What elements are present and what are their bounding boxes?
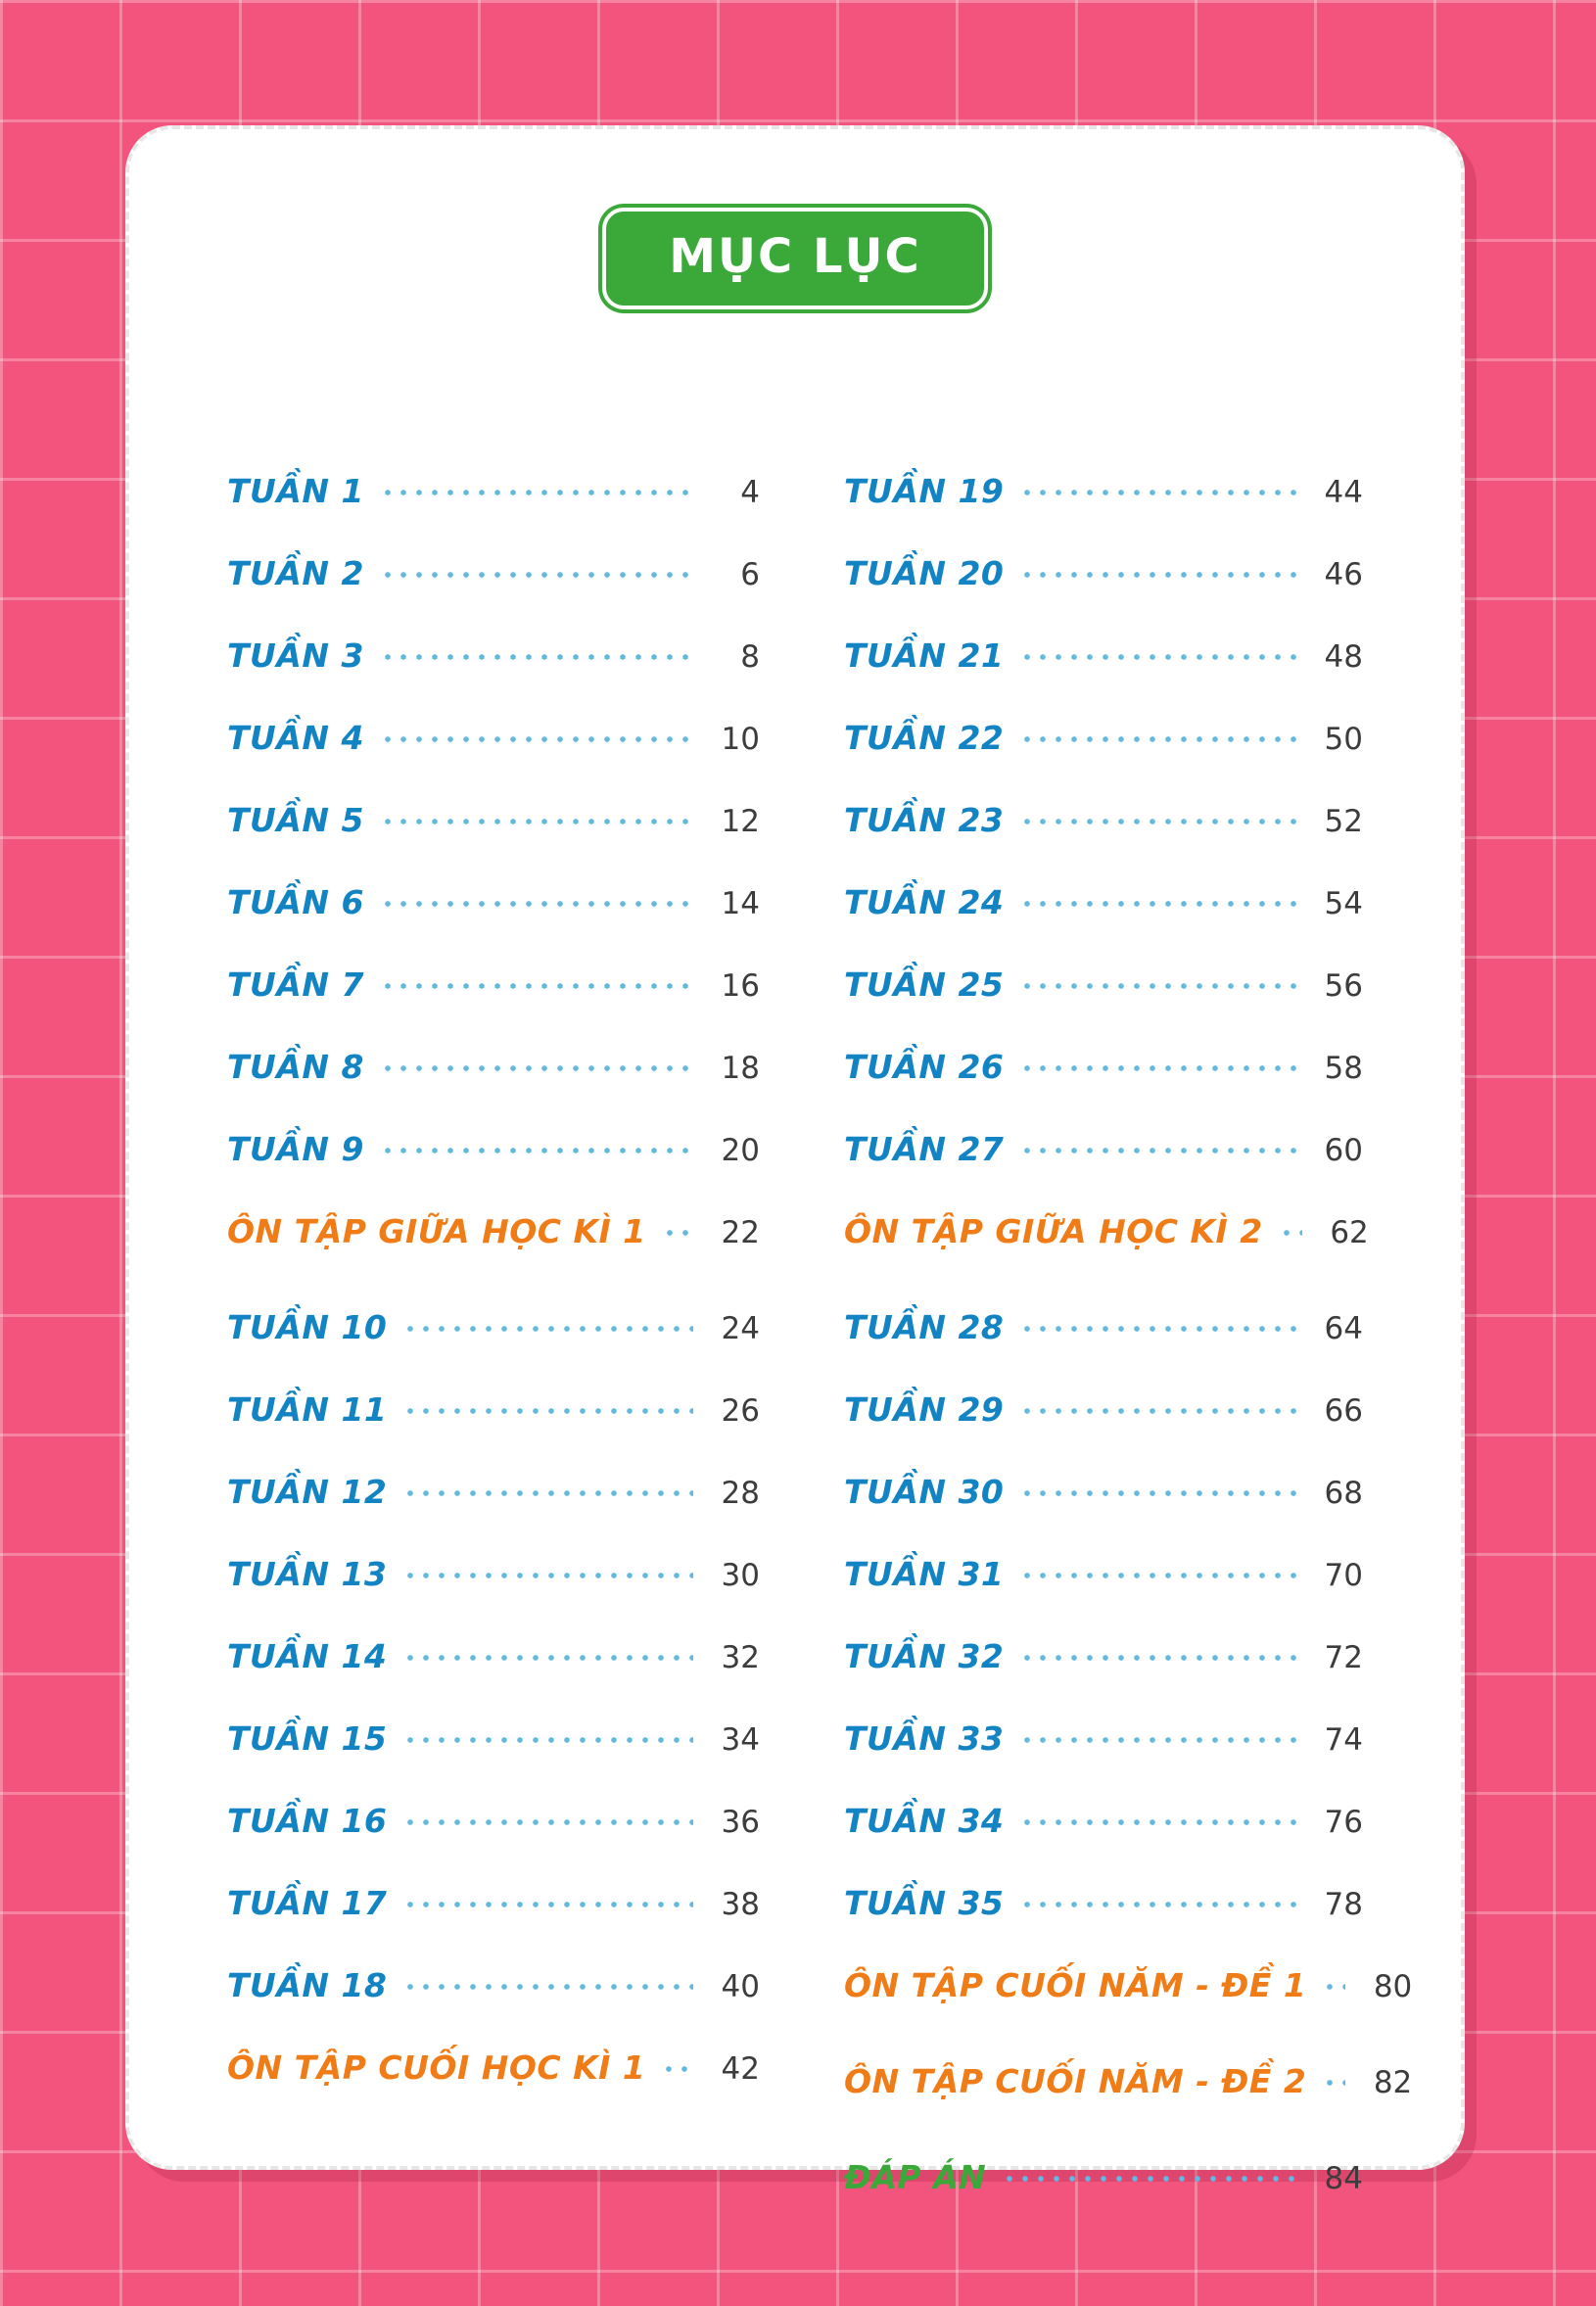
toc-leader-dots bbox=[1279, 1229, 1302, 1237]
toc-leader-dots bbox=[662, 1229, 693, 1237]
toc-entry[interactable] bbox=[844, 1473, 1363, 1555]
toc-entry[interactable] bbox=[844, 801, 1363, 883]
toc-entry[interactable] bbox=[227, 1966, 760, 2048]
toc-leader-dots bbox=[1019, 489, 1296, 496]
toc-leader-dots bbox=[1322, 2079, 1345, 2087]
toc-entry-label: ÔN TẬP GIỮA HỌC KÌ 1 bbox=[227, 1212, 646, 1250]
toc-leader-dots bbox=[1019, 571, 1296, 579]
toc-entry[interactable] bbox=[844, 1130, 1363, 1212]
toc-entry-page-number: 56 bbox=[1324, 968, 1363, 1004]
toc-leader-dots bbox=[402, 1901, 693, 1908]
toc-entry[interactable] bbox=[844, 2158, 1363, 2240]
toc-entry-page-number: 14 bbox=[721, 886, 760, 921]
toc-entry-label: TUẦN 11 bbox=[227, 1390, 388, 1429]
toc-leader-dots bbox=[380, 818, 693, 825]
toc-entry-page-number: 64 bbox=[1324, 1311, 1363, 1346]
toc-leader-dots bbox=[1019, 1572, 1296, 1579]
toc-entry-page-number: 50 bbox=[1324, 722, 1363, 757]
toc-entry[interactable] bbox=[227, 636, 760, 719]
toc-entry-page-number: 46 bbox=[1324, 557, 1363, 592]
toc-entry[interactable] bbox=[844, 1966, 1413, 2048]
toc-entry[interactable] bbox=[227, 1130, 760, 1212]
toc-leader-dots bbox=[1019, 1407, 1296, 1415]
toc-entry[interactable] bbox=[227, 554, 760, 636]
toc-entry-page-number: 66 bbox=[1324, 1393, 1363, 1429]
toc-leader-dots bbox=[1019, 1147, 1296, 1154]
toc-entry-label: TUẦN 20 bbox=[844, 554, 1005, 592]
toc-entry-page-number: 58 bbox=[1324, 1051, 1363, 1086]
toc-entry[interactable] bbox=[227, 719, 760, 801]
toc-entry-page-number: 80 bbox=[1373, 1969, 1413, 2004]
toc-entry-label: TUẦN 19 bbox=[844, 472, 1005, 510]
toc-entry-label: ÔN TẬP CUỐI HỌC KÌ 1 bbox=[227, 2048, 646, 2087]
toc-entry-page-number: 54 bbox=[1324, 886, 1363, 921]
toc-entry[interactable] bbox=[844, 1212, 1369, 1294]
toc-entry[interactable] bbox=[844, 1802, 1363, 1884]
toc-leader-dots bbox=[380, 982, 693, 990]
toc-leader-dots bbox=[1019, 1064, 1296, 1072]
toc-entry-label: TUẦN 14 bbox=[227, 1637, 388, 1675]
toc-entry-page-number: 60 bbox=[1324, 1133, 1363, 1168]
toc-leader-dots bbox=[402, 1983, 693, 1991]
toc-leader-dots bbox=[380, 1064, 693, 1072]
toc-entry-page-number: 40 bbox=[721, 1969, 760, 2004]
toc-entry-label: TUẦN 26 bbox=[844, 1048, 1005, 1086]
toc-entry-page-number: 30 bbox=[721, 1558, 760, 1593]
toc-entry[interactable] bbox=[227, 1212, 760, 1294]
toc-entry-page-number: 20 bbox=[721, 1133, 760, 1168]
toc-entry-page-number: 36 bbox=[721, 1805, 760, 1840]
toc-entry-label: TUẦN 9 bbox=[227, 1130, 364, 1168]
toc-entry-label: TUẦN 5 bbox=[227, 801, 364, 839]
toc-entry-label: TUẦN 23 bbox=[844, 801, 1005, 839]
toc-entry-label: ÔN TẬP GIỮA HỌC KÌ 2 bbox=[844, 1212, 1263, 1250]
toc-entry[interactable] bbox=[227, 883, 760, 965]
toc-entry-label: TUẦN 2 bbox=[227, 554, 364, 592]
toc-leader-dots bbox=[1019, 1901, 1296, 1908]
toc-leader-dots bbox=[402, 1489, 693, 1497]
toc-entry[interactable] bbox=[844, 1308, 1363, 1390]
toc-leader-dots bbox=[1019, 900, 1296, 908]
toc-entry-label: TUẦN 12 bbox=[227, 1473, 388, 1511]
toc-entry-label: TUẦN 32 bbox=[844, 1637, 1005, 1675]
toc-entry[interactable] bbox=[227, 1390, 760, 1473]
toc-entry[interactable] bbox=[844, 636, 1363, 719]
toc-entry-page-number: 34 bbox=[721, 1722, 760, 1758]
toc-entry-page-number: 84 bbox=[1324, 2161, 1363, 2196]
toc-entry[interactable] bbox=[227, 1473, 760, 1555]
toc-entry[interactable] bbox=[227, 1555, 760, 1637]
toc-columns bbox=[129, 472, 1461, 2240]
toc-entry[interactable] bbox=[227, 801, 760, 883]
toc-leader-dots bbox=[661, 2065, 693, 2073]
toc-entry-label: TUẦN 35 bbox=[844, 1884, 1005, 1922]
toc-entry-label: ÔN TẬP CUỐI NĂM - ĐỀ 2 bbox=[844, 2062, 1307, 2100]
toc-entry-label: TUẦN 30 bbox=[844, 1473, 1005, 1511]
toc-entry-page-number: 22 bbox=[721, 1215, 760, 1250]
toc-leader-dots bbox=[1002, 2175, 1296, 2183]
toc-entry-page-number: 52 bbox=[1324, 804, 1363, 839]
toc-column-left bbox=[227, 472, 795, 2240]
toc-column-right bbox=[795, 472, 1413, 2240]
toc-leader-dots bbox=[380, 735, 693, 743]
toc-entry[interactable] bbox=[844, 1719, 1363, 1802]
toc-entry-page-number: 62 bbox=[1330, 1215, 1369, 1250]
toc-leader-dots bbox=[1019, 818, 1296, 825]
toc-leader-dots bbox=[1019, 1325, 1296, 1333]
toc-leader-dots bbox=[402, 1818, 693, 1826]
toc-leader-dots bbox=[1019, 735, 1296, 743]
toc-entry-label: TUẦN 10 bbox=[227, 1308, 388, 1346]
toc-entry-label: TUẦN 6 bbox=[227, 883, 364, 921]
toc-entry-page-number: 38 bbox=[721, 1887, 760, 1922]
toc-entry-label: TUẦN 29 bbox=[844, 1390, 1005, 1429]
toc-entry-page-number: 44 bbox=[1324, 475, 1363, 510]
toc-entry[interactable] bbox=[844, 2062, 1413, 2144]
toc-entry-label: TUẦN 25 bbox=[844, 965, 1005, 1004]
toc-leader-dots bbox=[402, 1736, 693, 1744]
toc-entry[interactable] bbox=[844, 1555, 1363, 1637]
toc-leader-dots bbox=[402, 1654, 693, 1662]
toc-entry[interactable] bbox=[227, 1048, 760, 1130]
toc-entry[interactable] bbox=[227, 1802, 760, 1884]
toc-entry-page-number: 12 bbox=[721, 804, 760, 839]
toc-leader-dots bbox=[380, 1147, 693, 1154]
toc-entry-page-number: 78 bbox=[1324, 1887, 1363, 1922]
toc-entry-label: ÔN TẬP CUỐI NĂM - ĐỀ 1 bbox=[844, 1966, 1307, 2004]
toc-entry[interactable] bbox=[844, 554, 1363, 636]
toc-entry[interactable] bbox=[844, 1048, 1363, 1130]
toc-entry[interactable] bbox=[844, 1884, 1363, 1966]
page-title: MỤC LỤC bbox=[602, 208, 987, 309]
toc-entry-label: TUẦN 31 bbox=[844, 1555, 1005, 1593]
toc-entry-label: TUẦN 8 bbox=[227, 1048, 364, 1086]
toc-leader-dots bbox=[380, 900, 693, 908]
toc-leader-dots bbox=[402, 1325, 693, 1333]
toc-entry[interactable] bbox=[227, 1884, 760, 1966]
toc-entry[interactable] bbox=[227, 2048, 760, 2131]
toc-entry-label: TUẦN 18 bbox=[227, 1966, 388, 2004]
toc-entry[interactable] bbox=[844, 719, 1363, 801]
toc-entry-page-number: 10 bbox=[721, 722, 760, 757]
toc-leader-dots bbox=[1019, 1818, 1296, 1826]
toc-entry[interactable] bbox=[844, 883, 1363, 965]
toc-entry[interactable] bbox=[844, 1390, 1363, 1473]
toc-entry-label: TUẦN 3 bbox=[227, 636, 364, 675]
toc-entry-page-number: 28 bbox=[721, 1476, 760, 1511]
toc-entry-page-number: 26 bbox=[721, 1393, 760, 1429]
toc-leader-dots bbox=[380, 653, 693, 661]
toc-entry[interactable] bbox=[844, 1637, 1363, 1719]
toc-entry-label: ĐÁP ÁN bbox=[844, 2158, 987, 2196]
toc-entry-page-number: 72 bbox=[1324, 1640, 1363, 1675]
toc-entry-label: TUẦN 28 bbox=[844, 1308, 1005, 1346]
toc-entry[interactable] bbox=[844, 472, 1363, 554]
toc-entry-page-number: 48 bbox=[1324, 639, 1363, 675]
toc-entry-page-number: 68 bbox=[1324, 1476, 1363, 1511]
toc-entry-page-number: 18 bbox=[721, 1051, 760, 1086]
toc-entry-label: TUẦN 4 bbox=[227, 719, 364, 757]
toc-entry-page-number: 4 bbox=[740, 475, 760, 510]
toc-entry-label: TUẦN 22 bbox=[844, 719, 1005, 757]
toc-entry-label: TUẦN 33 bbox=[844, 1719, 1005, 1758]
toc-leader-dots bbox=[380, 571, 693, 579]
toc-leader-dots bbox=[402, 1407, 693, 1415]
toc-entry-page-number: 74 bbox=[1324, 1722, 1363, 1758]
toc-entry-page-number: 76 bbox=[1324, 1805, 1363, 1840]
toc-entry-label: TUẦN 17 bbox=[227, 1884, 388, 1922]
toc-entry-page-number: 24 bbox=[721, 1311, 760, 1346]
toc-entry-label: TUẦN 1 bbox=[227, 472, 364, 510]
toc-entry-label: TUẦN 16 bbox=[227, 1802, 388, 1840]
toc-entry[interactable] bbox=[227, 965, 760, 1048]
toc-entry-label: TUẦN 21 bbox=[844, 636, 1005, 675]
toc-leader-dots bbox=[1322, 1983, 1345, 1991]
toc-entry-label: TUẦN 7 bbox=[227, 965, 364, 1004]
toc-entry-label: TUẦN 15 bbox=[227, 1719, 388, 1758]
toc-entry-page-number: 16 bbox=[721, 968, 760, 1004]
toc-entry-page-number: 32 bbox=[721, 1640, 760, 1675]
toc-entry-page-number: 8 bbox=[740, 639, 760, 675]
toc-entry-page-number: 42 bbox=[721, 2051, 760, 2087]
toc-entry[interactable] bbox=[844, 965, 1363, 1048]
toc-entry-label: TUẦN 34 bbox=[844, 1802, 1005, 1840]
toc-entry[interactable] bbox=[227, 472, 760, 554]
toc-entry-label: TUẦN 27 bbox=[844, 1130, 1005, 1168]
toc-entry[interactable] bbox=[227, 1308, 760, 1390]
toc-entry-label: TUẦN 13 bbox=[227, 1555, 388, 1593]
toc-entry-page-number: 70 bbox=[1324, 1558, 1363, 1593]
toc-leader-dots bbox=[1019, 1489, 1296, 1497]
toc-entry-page-number: 6 bbox=[740, 557, 760, 592]
toc-entry-page-number: 82 bbox=[1373, 2065, 1413, 2100]
toc-leader-dots bbox=[1019, 653, 1296, 661]
toc-entry[interactable] bbox=[227, 1719, 760, 1802]
toc-entry[interactable] bbox=[227, 1637, 760, 1719]
contents-card bbox=[125, 125, 1465, 2196]
toc-leader-dots bbox=[1019, 1736, 1296, 1744]
toc-leader-dots bbox=[402, 1572, 693, 1579]
toc-leader-dots bbox=[380, 489, 693, 496]
page-title-wrapper bbox=[129, 208, 1461, 309]
toc-leader-dots bbox=[1019, 982, 1296, 990]
toc-entry-label: TUẦN 24 bbox=[844, 883, 1005, 921]
toc-leader-dots bbox=[1019, 1654, 1296, 1662]
